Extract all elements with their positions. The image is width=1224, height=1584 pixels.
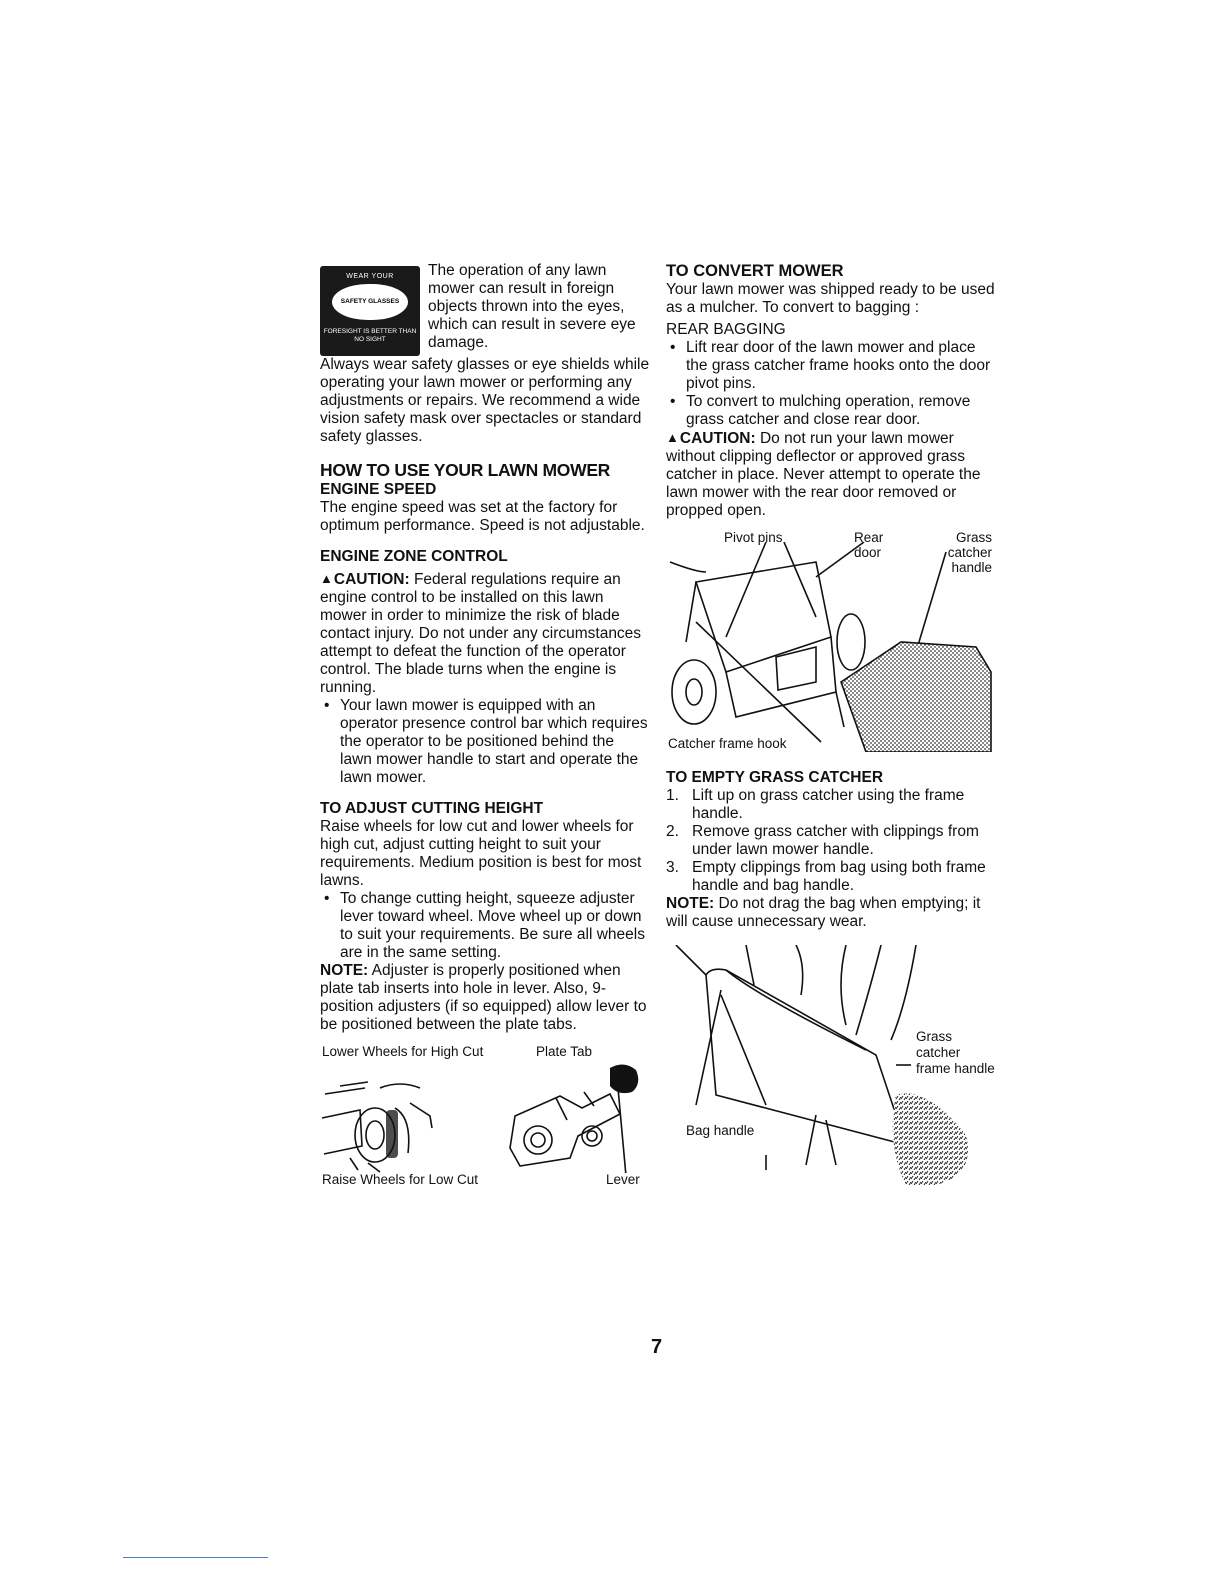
convert-text: Your lawn mower was shipped ready to be used as a mulcher. To convert to bagging :	[666, 281, 995, 316]
how-to-use-title: HOW TO USE YOUR LAWN MOWER	[320, 460, 611, 480]
intro-paragraph: The operation of any lawn mower can result in foreign objects thrown into the eyes, which can result in severe eye damage.	[428, 262, 636, 351]
cutting-height-bullet: • To change cutting height, squeeze adjuster lever toward wheel. Move wheel up or down to suit your requirements. Be sure all wheels are in the same setting.	[340, 890, 650, 962]
wheel-adjuster-illustration	[320, 1058, 650, 1173]
bagging-bullet-2: • To convert to mulching operation, remove grass catcher and close rear door.	[686, 393, 996, 429]
rear-bagging-figure	[666, 530, 996, 752]
fig-caption-lever: Lever	[606, 1172, 640, 1187]
convert-caution	[666, 429, 996, 520]
empty-step-3: 3. Empty clippings from bag using both frame handle and bag handle.	[666, 859, 986, 894]
footer-rule	[123, 1557, 268, 1558]
cutting-height-figure	[320, 1042, 650, 1192]
engine-speed-title: ENGINE SPEED	[320, 481, 437, 498]
badge-goggles: SAFETY GLASSES	[332, 284, 408, 320]
engine-zone-caution	[320, 570, 650, 697]
cutting-height-title: TO ADJUST CUTTING HEIGHT	[320, 800, 544, 817]
fig-caption-plate-tab: Plate Tab	[536, 1044, 593, 1059]
fig-label-rear-door: Rear door	[854, 530, 884, 560]
engine-speed-text: The engine speed was set at the factory for optimum performance. Speed is not adjustable.	[320, 499, 645, 534]
caution-label: CAUTION:	[679, 430, 756, 447]
convert-title: TO CONVERT MOWER	[666, 262, 844, 280]
fig-caption-raise-wheels: Raise Wheels for Low Cut	[322, 1172, 479, 1187]
page-number: 7	[651, 1336, 663, 1358]
empty-step-2: 2. Remove grass catcher with clippings from under lawn mower handle.	[666, 823, 979, 858]
engine-zone-title: ENGINE ZONE CONTROL	[320, 548, 508, 565]
fig-label-bag-handle: Bag handle	[686, 1123, 755, 1138]
fig-label-grass-catcher-handle: Grass catcher handle	[947, 530, 992, 575]
engine-zone-caution-text: Federal regulations require an engine control to be installed on this lawn mower in order to minimize the risk of blade contact injury. Do not under any circumstances attempt to defeat the function of the operator control. The blade turns when the engine is running.	[320, 571, 642, 696]
empty-catcher-title: TO EMPTY GRASS CATCHER	[666, 769, 884, 786]
fig-label-pivot-pins: Pivot pins	[724, 530, 783, 545]
warning-triangle-icon: ▲	[666, 430, 679, 445]
rear-bagging-label: REAR BAGGING	[666, 321, 786, 338]
badge-line-3: FORESIGHT IS BETTER THAN NO SIGHT	[323, 328, 417, 343]
bagging-bullet-1: • Lift rear door of the lawn mower and place the grass catcher frame hooks onto the door pivot pins.	[686, 339, 996, 393]
badge-line-1: WEAR YOUR	[346, 273, 394, 280]
fig-label-catcher-frame-hook: Catcher frame hook	[668, 736, 787, 751]
safety-glasses-badge	[320, 266, 420, 356]
intro-continued: Always wear safety glasses or eye shields while operating your lawn mower or performing any adjustments or repairs. We recommend a wide vision safety mask over spectacles or standard safety glasses.	[320, 356, 650, 445]
empty-step-1: 1. Lift up on grass catcher using the frame handle.	[666, 787, 965, 822]
cutting-height-text: Raise wheels for low cut and lower wheels for high cut, adjust cutting height to suit your requirements. Medium position is best for most lawns.	[320, 818, 642, 889]
engine-zone-bullet: • Your lawn mower is equipped with an operator presence control bar which requires the operator to be positioned behind the lawn mower handle to start and operate the lawn mower.	[340, 697, 650, 787]
fig-caption-lower-wheels: Lower Wheels for High Cut	[322, 1044, 484, 1059]
fig-label-grass-catcher-frame-handle: Grass catcher frame handle	[916, 1029, 995, 1076]
empty-step-3-text: Empty clippings from bag using both frame handle and bag handle.	[692, 859, 986, 894]
note-label: NOTE:	[320, 962, 369, 979]
empty-catcher-figure	[666, 945, 996, 1195]
empty-note	[666, 895, 996, 931]
empty-step-1-text: Lift up on grass catcher using the frame handle.	[692, 787, 965, 822]
caution-label: CAUTION:	[333, 571, 410, 588]
left-column	[320, 262, 650, 1192]
empty-step-2-text: Remove grass catcher with clippings from under lawn mower handle.	[692, 823, 979, 858]
cutting-height-note	[320, 962, 650, 1034]
mower-rear-bagging-illustration	[666, 542, 996, 752]
note-label: NOTE:	[666, 895, 715, 912]
convert-caution-text: Do not run your lawn mower without clipping deflector or approved grass catcher in place. Never attempt to operate the lawn mower with the rear door removed or propped open.	[666, 430, 981, 519]
empty-note-text: Do not drag the bag when emptying; it will cause unnecessary wear.	[666, 895, 981, 930]
right-column	[666, 262, 996, 1195]
note-text: Adjuster is properly positioned when plate tab inserts into hole in lever. Also, 9-position adjusters (if so equipped) allow lever to be positioned between the plate tabs.	[320, 962, 647, 1033]
warning-triangle-icon: ▲	[320, 571, 333, 586]
